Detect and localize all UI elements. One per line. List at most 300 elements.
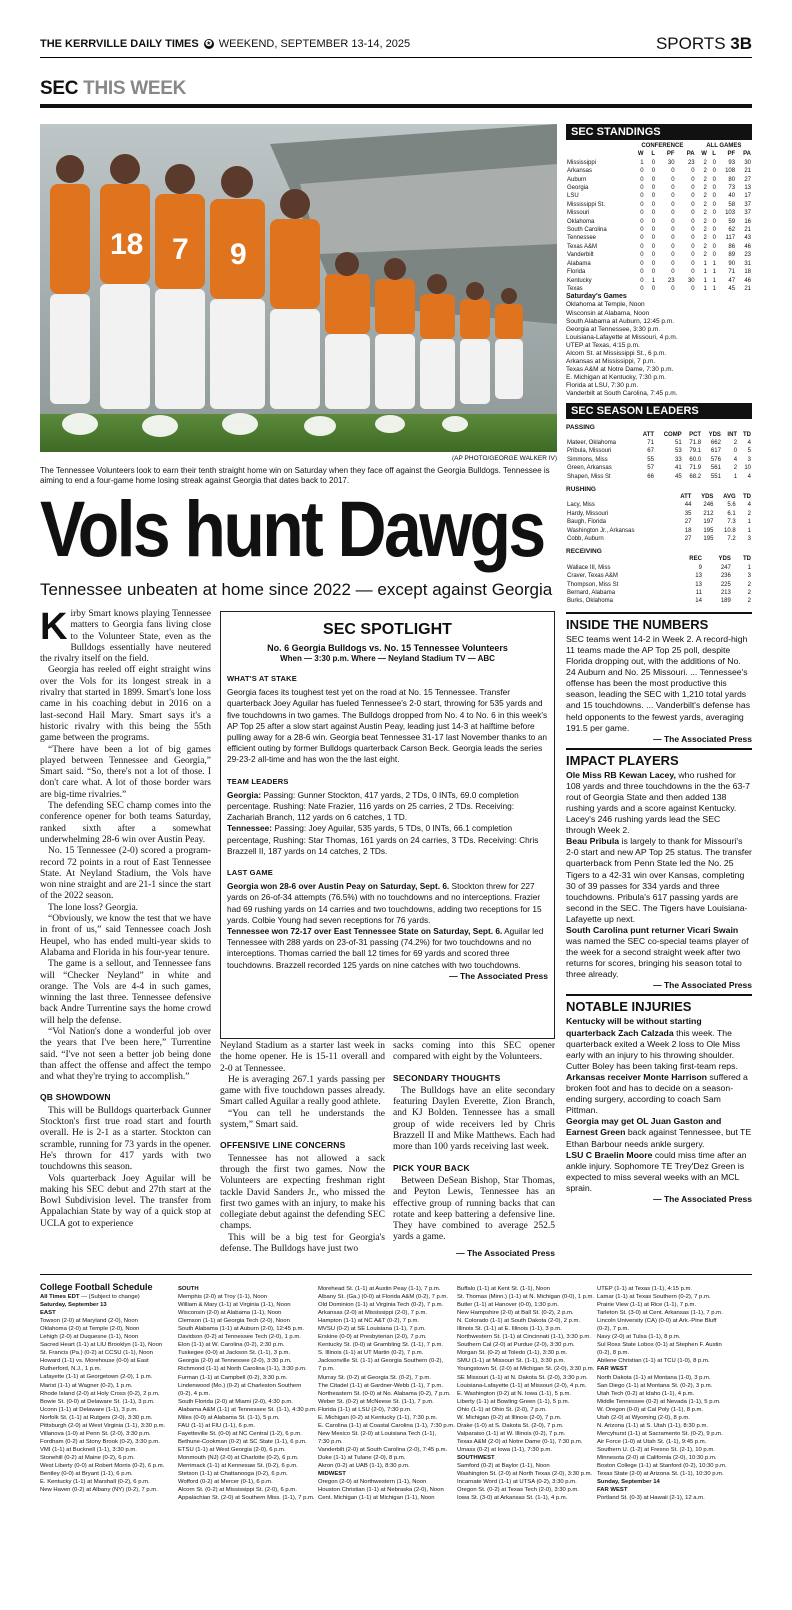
row-name: Vanderbilt — [567, 252, 594, 259]
row-value: 0 — [671, 210, 675, 217]
row-name: Craver, Texas A&M — [567, 573, 618, 580]
row-value: 27 — [684, 536, 692, 542]
column-header: TD — [743, 493, 751, 500]
row-value: 247 — [720, 564, 731, 571]
row-value: 27 — [684, 519, 692, 526]
row-value: 1 — [712, 285, 716, 292]
schedule-game: Lehigh (2-0) at Duquesne (1-1), Noon — [40, 1334, 139, 1341]
row-value: 3 — [747, 456, 751, 463]
row-value: 40 — [728, 193, 736, 200]
story-subhead: SECONDARY THOUGHTS — [393, 1072, 501, 1083]
svg-text:18: 18 — [110, 228, 144, 261]
row-name: Texas A&M — [567, 243, 598, 250]
impact-text: was named the SEC co-special teams player of the week for a second straight week after two returns for scores, bringing his season total to three already. — [566, 936, 749, 980]
row-value: 0 — [671, 285, 675, 292]
schedule-game: West Liberty (0-0) at Robert Morris (0-2), 6 p.m. — [40, 1462, 165, 1469]
row-value: 13 — [695, 581, 702, 588]
column-header: PF — [727, 151, 736, 158]
row-value: 33 — [675, 456, 682, 463]
row-value: 46 — [744, 243, 751, 250]
row-value: 43 — [744, 235, 751, 242]
schedule-game: Alabama A&M (1-1) at Tennessee St. (1-1), 4:30 p.m. — [178, 1406, 317, 1413]
row-value: 0 — [640, 168, 644, 175]
schedule-game: Lincoln University (CA) (0-0) at Ark.-Pine Bluff — [597, 1318, 717, 1325]
row-value: 0 — [640, 243, 644, 250]
spotlight-subhead: LAST GAME — [227, 868, 273, 878]
schedule-game: Samford (0-2) at Baylor (1-1), Noon — [457, 1463, 550, 1470]
row-value: 3 — [747, 573, 751, 580]
table-row — [566, 268, 752, 276]
leaders-text: Passing: Joey Aguilar, 535 yards, 5 TDs, 0 INTs, 66.1 completion percentage, Rushing: Star Thomas, 161 yards on 24 carries, 3 TDs. Receiving: Chris Brazzell II, 187 yards on 14 catches, 2 TDs. — [227, 823, 539, 856]
schedule-game: Davidson (0-2) at Tennessee Tech (2-0), 1 p.m. — [178, 1334, 301, 1341]
schedule-game: N. Arizona (1-1) at S. Utah (1-1), 8:30 p.m. — [597, 1422, 708, 1429]
schedule-game: Fordham (0-2) at Stony Brook (0-2), 3:30 p.m. — [40, 1438, 160, 1445]
schedule-game: Portland St. (0-3) at Hawaii (2-1), 12 a.m. — [597, 1495, 705, 1502]
numbers-credit: — The Associated Press — [653, 733, 752, 744]
column-header: W — [701, 151, 707, 158]
row-value: 7.3 — [727, 519, 736, 526]
spotlight-last-game-georgia — [227, 881, 548, 926]
row-value: 195 — [703, 536, 714, 542]
row-value: 0 — [651, 285, 656, 292]
schedule-game: Louisiana-Lafayette (1-1) at Missouri (2-0), 4 p.m. — [457, 1382, 587, 1389]
row-value: 0 — [651, 243, 656, 250]
row-value: 0 — [671, 235, 675, 242]
row-value: 79.1 — [689, 448, 702, 455]
impact-text: who rushed for 108 yards and three touchdowns in the the 63-7 rout of Georgia State and then added 138 rushing yards and a score against Kentucky. Lacey's 246 rushing yards lead the SEC through Week 2. — [566, 769, 751, 836]
schedule-game: Middle Tennessee (0-2) at Nevada (1-1), 5 p.m. — [597, 1398, 721, 1405]
schedule-game: Morgan St. (0-2) at Toledo (1-1), 3:30 p.m. — [457, 1350, 568, 1357]
row-value: 1 — [712, 269, 716, 276]
row-name: South Carolina — [567, 227, 607, 234]
schedule-game: (0-2), 7 p.m. — [597, 1326, 630, 1333]
schedule-game: Morehead St. (1-1) at Austin Peay (1-1), 7 p.m. — [318, 1286, 441, 1292]
row-value: 0 — [671, 269, 675, 276]
row-value: 23 — [687, 159, 695, 166]
row-value: 0 — [651, 260, 656, 267]
row-value: 0 — [712, 252, 716, 259]
schedule-game: Memphis (2-0) at Troy (1-1), Noon — [178, 1294, 268, 1301]
row-value: 2 — [703, 227, 707, 234]
row-value: 0 — [640, 227, 644, 234]
row-value: 0 — [640, 285, 644, 292]
row-value: 246 — [703, 502, 714, 509]
schedule-game: Utah Tech (0-2) at Idaho (1-1), 4 p.m. — [597, 1390, 695, 1397]
row-value: 21 — [744, 168, 751, 175]
row-value: 3 — [747, 536, 751, 542]
story-paragraph: This will be Bulldogs quarterback Gunner Stockton's first true road start and fourth overall. He is 2-1 as a starter. Stockton can scramble, running for 73 yards in the opener. He's thrown for 417 yards with two touchdowns this season. — [40, 1105, 211, 1173]
schedule-game: Towson (2-0) at Maryland (2-0), Noon — [40, 1318, 138, 1325]
standings-column-row — [566, 150, 752, 158]
row-value: 62 — [728, 227, 736, 234]
row-value: 0 — [691, 243, 695, 250]
row-value: 1 — [747, 519, 751, 526]
table-row — [566, 535, 752, 543]
schedule-game: Appalachian St. (2-0) at Southern Miss. (1-1), 7 p.m. — [178, 1495, 315, 1502]
table-row — [566, 251, 752, 259]
injury-lead: Georgia may get OL Juan Gaston and Earnest Green — [566, 1116, 722, 1138]
row-value: 0 — [640, 277, 644, 284]
row-value: 35 — [684, 510, 692, 517]
impact-item — [566, 925, 752, 980]
row-value: 55 — [647, 456, 654, 463]
story-paragraph: Tennessee has not allowed a sack through the first two games. Now the Volunteers are expecting freshman right tackle David Sanders Jr., who missed the first two games with an injury, to make his collegiate debut against the defending SEC champs. — [220, 1153, 385, 1232]
schedule-region — [597, 1486, 742, 1494]
row-value: 51 — [675, 439, 682, 446]
row-value: 7.2 — [727, 536, 736, 542]
schedule-game: Ohio (1-1) at Ohio St. (2-0), 7 p.m. — [457, 1406, 547, 1413]
row-value: 18 — [684, 527, 692, 534]
schedule-game: Air Force (1-0) at Utah St. (1-1), 9:45 p.m. — [597, 1438, 707, 1445]
column-header: PA — [686, 151, 695, 158]
game-item: Vanderbilt at South Carolina, 7:45 p.m. — [566, 390, 678, 398]
schedule-region — [178, 1285, 323, 1293]
row-value: 4 — [747, 502, 751, 509]
row-value: 68.2 — [689, 473, 702, 480]
row-value: 46 — [744, 277, 751, 284]
column-header: W — [637, 151, 644, 158]
table-row — [566, 218, 752, 226]
row-value: 31 — [744, 260, 751, 267]
passing-body — [566, 439, 752, 481]
team-label: Georgia: — [227, 789, 262, 800]
row-value: 1 — [703, 277, 707, 284]
schedule-game: Buffalo (1-1) at Kent St. (1-1), Noon — [457, 1286, 550, 1292]
issue-date: WEEKEND, SEPTEMBER 13-14, 2025 — [218, 38, 411, 50]
table-row — [566, 473, 752, 481]
row-value: 0 — [712, 193, 716, 200]
row-value: 0 — [651, 269, 656, 276]
row-value: 1 — [651, 277, 656, 284]
schedule-game: ETSU (1-1) at West Georgia (2-0), 6 p.m. — [178, 1446, 286, 1453]
table-row — [566, 501, 752, 509]
row-value: 53 — [675, 448, 682, 455]
table-row — [566, 176, 752, 184]
passing-title: PASSING — [566, 423, 595, 431]
section-title-sec: SEC — [40, 78, 79, 99]
column-header: AVG — [723, 493, 736, 500]
schedule-game: FAU (1-1) at FIU (1-1), 6 p.m. — [178, 1422, 255, 1429]
schedule-game: Sacred Heart (1-1) at LIU Brooklyn (1-1), Noon — [40, 1342, 163, 1349]
row-name: Mississippi St. — [567, 201, 606, 208]
schedule-game: 7 p.m. — [318, 1366, 335, 1373]
schedule-game: Drake (1-0) at S. Dakota St. (2-0), 7 p.m. — [457, 1422, 564, 1429]
schedule-game: Norfolk St. (1-1) at Rutgers (2-0), 3:30 p.m. — [40, 1414, 153, 1421]
injury-item — [566, 1072, 752, 1116]
schedule-game: Cent. Michigan (1-1) at Michigan (1-1), Noon — [318, 1495, 435, 1502]
schedule-game: Liberty (1-1) at Bowling Green (1-1), 5 p.m. — [457, 1398, 570, 1405]
schedule-column-4 — [457, 1285, 602, 1502]
row-value: 0 — [640, 269, 644, 276]
row-name: Washington Jr., Arkansas — [567, 527, 635, 534]
schedule-game: Clemson (1-1) at Georgia Tech (2-0), Noon — [178, 1318, 290, 1325]
story-paragraph: This will be a big test for Georgia's defense. The Bulldogs have just two — [220, 1232, 385, 1255]
row-value: 0 — [671, 218, 675, 225]
row-value: 89 — [728, 252, 736, 259]
saturday-games — [566, 293, 752, 398]
row-value: 2 — [703, 176, 707, 183]
row-value: 71 — [728, 269, 736, 276]
row-value: 2 — [703, 235, 707, 242]
table-row — [566, 260, 752, 268]
row-value: 0 — [712, 235, 716, 242]
row-value: 73 — [728, 185, 736, 192]
schedule-game: South Florida (2-0) at Miami (2-0), 4:30 p.m. — [178, 1398, 293, 1405]
schedule-day — [40, 1301, 185, 1309]
schedule-game: New Mexico St. (2-0) at Louisiana Tech (1-1), — [318, 1430, 437, 1437]
row-value: 0 — [671, 168, 675, 175]
photo-credit: (AP PHOTO/GEORGE WALKER IV) — [452, 455, 557, 462]
injury-lead: Arkansas receiver Monte Harrison — [566, 1071, 707, 1082]
row-value: 561 — [710, 465, 721, 472]
row-value: 18 — [744, 269, 751, 276]
spotlight-matchup: No. 6 Georgia Bulldogs vs. No. 15 Tennessee Volunteers — [267, 643, 508, 653]
column-header: L — [712, 151, 716, 158]
story-subhead: PICK YOUR BACK — [393, 1162, 470, 1173]
row-value: 0 — [691, 260, 695, 267]
row-value: 236 — [720, 573, 731, 580]
row-name: Tennessee — [567, 235, 597, 242]
rushing-title: RUSHING — [566, 485, 596, 493]
story-paragraph: Neyland Stadium as a starter last week in the home opener. He is 15-11 overall and 2-0 at Tennessee. — [220, 1041, 385, 1074]
standings-title: SEC STANDINGS — [566, 124, 752, 140]
schedule-game: Washington St. (2-0) at North Texas (2-0), 3:30 p.m. — [457, 1471, 593, 1478]
story-paragraph: No. 15 Tennessee (2-0) scored a program-record 72 points in a rout of East Tennessee State. At Neyland Stadium, the Vols have won nine straight and are 21-1 since the start of the 2022 season. — [40, 846, 211, 902]
section-title — [40, 78, 186, 100]
row-value: 0 — [640, 185, 644, 192]
row-value: 21 — [744, 227, 751, 234]
schedule-game: St. Francis (Pa.) (0-2) at CCSU (1-1), Noon — [40, 1350, 153, 1357]
row-value: 0 — [640, 176, 644, 183]
row-name: Oklahoma — [567, 218, 595, 225]
row-value: 2 — [747, 598, 751, 605]
schedule-region — [597, 1365, 742, 1373]
row-value: 1 — [747, 527, 751, 534]
schedule-game: Hampton (1-1) at NC A&T (0-2), 7 p.m. — [318, 1318, 420, 1325]
schedule-game: Mercyhurst (1-1) at Sacramento St. (0-2), 9 p.m. — [597, 1430, 723, 1437]
row-name: Baugh, Florida — [567, 519, 607, 526]
story-lead-paragraph — [40, 606, 211, 665]
schedule-game: Villanova (1-0) at Penn St. (2-0), 3:30 p.m. — [40, 1430, 151, 1437]
row-value: 2 — [703, 168, 707, 175]
row-value: 1 — [733, 473, 738, 480]
game-item: Arkansas at Mississippi, 7 p.m. — [566, 358, 656, 366]
row-value: 0 — [671, 243, 675, 250]
schedule-game: Alcorn St. (0-2) at Mississippi St. (2-0), 6 p.m. — [178, 1487, 297, 1494]
numbers-title: INSIDE THE NUMBERS — [566, 612, 752, 632]
team-photo — [40, 124, 557, 452]
row-value: 0 — [691, 235, 695, 242]
row-name: Mississippi — [567, 159, 597, 166]
column-header: YDS — [708, 431, 721, 438]
schedule-game: Kentucky St. (0-0) at Grambling St. (1-1), 7 p.m. — [318, 1342, 444, 1349]
row-value: 2 — [747, 510, 751, 517]
subheadline: Tennessee unbeaten at home since 2022 — except against Georgia — [40, 580, 553, 599]
row-value: 0 — [651, 227, 656, 234]
section-name: SPORTS — [655, 34, 726, 53]
row-value: 225 — [720, 581, 731, 588]
schedule-game: VMI (1-1) at Bucknell (1-1), 3:30 p.m. — [40, 1446, 137, 1453]
table-row — [566, 277, 752, 285]
row-value: 2 — [703, 159, 707, 166]
table-row — [566, 564, 752, 572]
schedule-region — [457, 1454, 602, 1462]
injuries-body — [566, 1016, 752, 1194]
column-header: PF — [666, 151, 675, 158]
table-row — [566, 439, 752, 447]
row-value: 41 — [675, 465, 682, 472]
story-credit: — The Associated Press — [456, 1247, 555, 1258]
row-value: 0 — [712, 201, 716, 208]
schedule-game: Utah (2-0) at Wyoming (2-0), 8 p.m. — [597, 1414, 690, 1421]
spotlight-game-info: When — 3:30 p.m. Where — Neyland Stadium TV — ABC — [280, 654, 495, 663]
schedule-game: Iowa St. (3-0) at Arkansas St. (1-1), 4 p.m. — [457, 1495, 568, 1502]
row-value: 2 — [703, 185, 707, 192]
story-paragraph: Between DeSean Bishop, Star Thomas, and Peyton Lewis, Tennessee has an effective group of running backs that can rotate and keep battering a defensive line. They have combined to average 252.5 yards a game. — [393, 1175, 555, 1243]
row-value: 0 — [651, 168, 656, 175]
schedule-region-label: SOUTH — [178, 1286, 199, 1292]
row-value: 57 — [647, 465, 654, 472]
game-item: Louisiana-Lafayette at Missouri, 4 p.m. — [566, 333, 678, 341]
schedule-game: Oklahoma (2-0) at Temple (2-0), Noon — [40, 1326, 140, 1333]
leaders-text: Passing: Gunner Stockton, 417 yards, 2 TDs, 0 INTs, 69.0 completion percentage. Rushing: Nate Frazier, 116 yards on 25 carries, 2 TDs. Receiving: Zachariah Branch, 112 yards on 6 catches, 1 TD. — [227, 789, 519, 823]
rushing-table — [566, 493, 752, 543]
schedule-day-label: Saturday, September 13 — [40, 1302, 107, 1309]
spotlight-title: SEC SPOTLIGHT — [323, 621, 452, 638]
schedule-game: Southern U. (1-2) at Fresno St. (2-1), 10 p.m. — [597, 1446, 715, 1453]
game-item: UTEP at Texas, 4:15 p.m. — [566, 341, 640, 349]
schedule-game: Tuskegee (0-0) at Jackson St. (1-1), 3 p.m. — [178, 1350, 291, 1357]
story-text: irby Smart knows playing Tennessee matters to Georgia fans living close to the Volunteer State, even as the Bulldogs essentially have neutered the rivalry itself on the field. — [40, 609, 211, 665]
game-item: Georgia at Tennessee, 3:30 p.m. — [566, 325, 661, 333]
masthead — [40, 38, 410, 50]
schedule-game: Texas State (2-0) at Arizona St. (1-1), 10:30 p.m. — [597, 1471, 724, 1478]
row-value: 59 — [728, 218, 736, 225]
schedule-game: Northwestern St. (1-1) at Cincinnati (1-1), 3:30 p.m. — [457, 1334, 591, 1341]
rushing-body — [566, 501, 752, 543]
row-name: Mateer, Oklahoma — [567, 439, 617, 446]
row-value: 0 — [651, 201, 656, 208]
table-row — [566, 597, 752, 605]
schedule-game: 7:30 p.m. — [318, 1438, 343, 1445]
injuries-credit: — The Associated Press — [653, 1193, 752, 1204]
schedule-game: SE Missouri (1-1) at N. Dakota St. (2-0), 3:30 p.m. — [457, 1374, 588, 1381]
row-value: 58 — [728, 201, 736, 208]
row-value: 44 — [684, 502, 692, 509]
row-value: 0 — [651, 235, 656, 242]
schedule-game: E. Michigan (0-2) at Kentucky (1-1), 7:30 p.m. — [318, 1414, 438, 1421]
rushing-column-row — [566, 493, 752, 501]
row-name: Arkansas — [567, 168, 593, 175]
story-paragraph: He is averaging 267.1 yards passing per game with five touchdown passes already. Smart called Aguilar a really good athlete. — [220, 1074, 385, 1108]
table-row — [566, 572, 752, 580]
story-subhead: QB SHOWDOWN — [40, 1092, 111, 1103]
table-row — [566, 159, 752, 167]
row-name: Bernard, Alabama — [567, 590, 616, 597]
schedule-day-label: Sunday, September 14 — [597, 1479, 660, 1486]
column-header: TD — [743, 431, 751, 438]
schedule-region-label: MIDWEST — [318, 1471, 346, 1478]
row-name: Simmons, Miss — [567, 456, 608, 463]
schedule-day — [597, 1478, 742, 1486]
row-value: 71 — [647, 439, 654, 446]
row-value: 17 — [744, 193, 751, 200]
header-rule — [40, 57, 752, 58]
schedule-game: Stetson (1-1) at Chattanooga (0-2), 6 p.m. — [178, 1471, 288, 1478]
row-value: 0 — [691, 168, 695, 175]
last-game-lead: Georgia won 28-6 over Austin Peay on Saturday, Sept. 6. — [227, 881, 450, 892]
story-paragraph: “Obviously, we know the test that we have in front of us,” said Tennessee coach Josh Heupel, who has ended multi-year skids to Alabama and Florida in his four-year tenure. — [40, 914, 211, 958]
story-subhead: OFFENSIVE LINE CONCERNS — [220, 1140, 346, 1151]
schedule-game: Georgia (2-0) at Tennessee (2-0), 3:30 p.m. — [178, 1358, 292, 1365]
row-name: Cobb, Auburn — [567, 536, 604, 542]
schedule-game: Albany St. (Ga.) (0-0) at Florida A&M (0-2), 7 p.m. — [318, 1294, 448, 1301]
table-row — [566, 243, 752, 251]
last-game-lead: Tennessee won 72-17 over East Tennessee State on Saturday, Sept. 6. — [227, 926, 503, 937]
schedule-game: Erskine (0-0) at Presbyterian (2-0), 7 p.m. — [318, 1334, 427, 1341]
row-value: 0 — [671, 227, 675, 234]
row-value: 0 — [651, 218, 656, 225]
photo-caption: The Tennessee Volunteers look to earn their tenth straight home win on Saturday when they face off against the Georgia Bulldogs. Tennessee is aiming to end a four-game home losing streak against Georgia that dates back to 2017. — [40, 466, 550, 485]
svg-text:7: 7 — [172, 233, 189, 266]
schedule-game: New Hampshire (2-0) at Ball St. (0-2), 2 p.m. — [457, 1310, 574, 1317]
row-value: 86 — [728, 243, 736, 250]
row-value: 2 — [703, 218, 707, 225]
impact-player: Beau Pribula — [566, 836, 620, 847]
game-item: South Alabama at Auburn, 12:45 p.m. — [566, 317, 675, 325]
schedule-game: Marist (1-1) at Wagner (0-2), 1 p.m. — [40, 1382, 133, 1389]
row-value: 0 — [712, 185, 716, 192]
table-row — [566, 464, 752, 472]
schedule-game: North Dakota (1-1) at Montana (1-0), 3 p.m. — [597, 1374, 711, 1381]
section-page — [656, 34, 752, 54]
schedule-game: Oregon St. (0-2) at Texas Tech (2-0), 3:30 p.m. — [457, 1487, 579, 1494]
row-value: 617 — [710, 448, 721, 455]
row-value: 0 — [712, 218, 716, 225]
schedule-region-label: SOUTHWEST — [457, 1454, 495, 1461]
schedule-game: Miles (0-0) at Alabama St. (1-1), 5 p.m. — [178, 1414, 280, 1421]
row-value: 0 — [712, 227, 716, 234]
passing-table — [566, 431, 752, 481]
row-value: 0 — [671, 185, 675, 192]
story-paragraph: sacks coming into this SEC opener compared with eight by the Volunteers. — [393, 1041, 555, 1063]
page-number: 3B — [730, 34, 752, 53]
schedule-column-1 — [40, 1282, 185, 1494]
spotlight-subhead: TEAM LEADERS — [227, 776, 289, 786]
schedule-game: Oregon (2-0) at Northwestern (1-1), Noon — [318, 1479, 427, 1486]
schedule-game: Arkansas (2-0) at Mississippi (2-0), 7 p.m. — [318, 1310, 428, 1317]
row-value: 212 — [703, 510, 714, 517]
last-game-text: Stockton threw for 227 yards on 26-of-34 attempts (76.5%) with no touchdowns and no interceptions. Frazier had 69 rushing yards on 14 carries and two touchdowns, adding two receptions for 15 yards. Colbie Young had seven receptions for 76 yards. — [227, 881, 542, 925]
game-item: Oklahoma at Temple, Noon — [566, 301, 645, 309]
row-value: 1 — [703, 285, 707, 292]
row-name: Thompson, Miss St — [567, 581, 619, 588]
table-row — [566, 527, 752, 535]
injury-text: suffered a broken foot and has to decide on a season-ending surgery, according to coach Sam Pittman. — [566, 1071, 748, 1116]
table-row — [566, 285, 752, 293]
game-item: E. Michigan at Kentucky, 7:30 p.m. — [566, 374, 666, 382]
receiving-body — [566, 564, 752, 606]
table-row — [566, 201, 752, 209]
schedule-game: E. Kentucky (1-1) at Marshall (0-2), 6 p.m. — [40, 1479, 150, 1486]
injury-item — [566, 1016, 752, 1071]
schedule-game: Bowie St. (0-0) at Delaware St. (1-1), 3 p.m. — [40, 1398, 155, 1405]
schedule-column-2 — [178, 1285, 323, 1502]
row-value: 10 — [744, 465, 751, 472]
schedule-game: Merrimack (1-1) at Kennesaw St. (0-2), 6 p.m. — [178, 1463, 298, 1470]
row-value: 0 — [640, 252, 644, 259]
table-row — [566, 209, 752, 217]
